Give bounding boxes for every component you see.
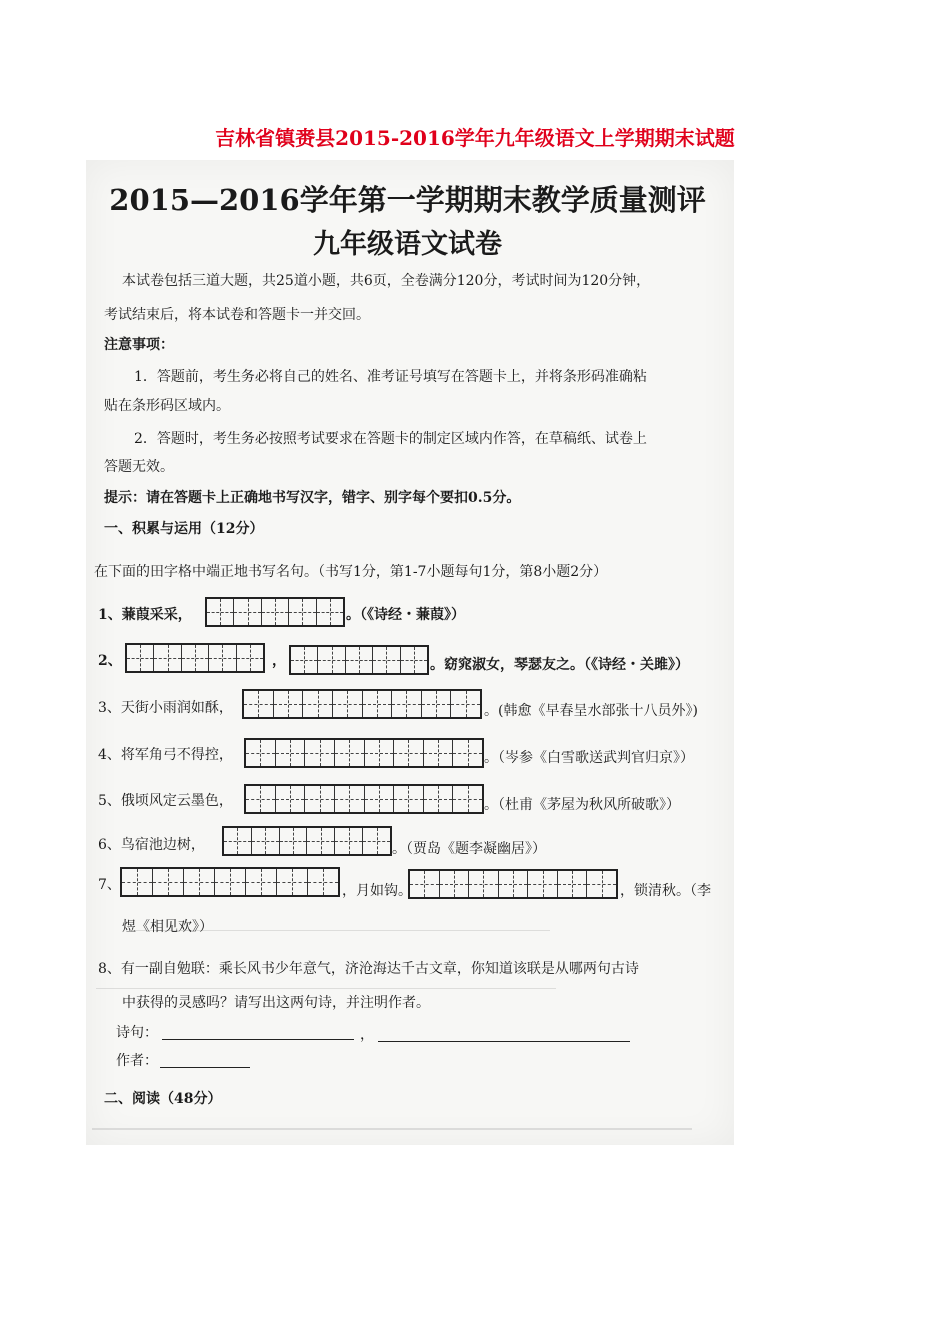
- exam-heading: 2015—2016学年第一学期期末教学质量测评: [109, 183, 706, 217]
- writing-grid[interactable]: [408, 869, 618, 899]
- writing-grid[interactable]: [244, 738, 484, 768]
- writing-grid[interactable]: [125, 643, 265, 673]
- q3-suffix: 。(韩愈《早春呈水部张十八员外》): [484, 703, 698, 719]
- poem-answer-line-2[interactable]: [378, 1041, 630, 1042]
- note-2-line-1: 2．答题时，考生务必按照考试要求在答题卡的制定区域内作答，在草稿纸、试卷上: [134, 431, 647, 447]
- scan-speckle: [92, 1128, 692, 1130]
- q5-prefix: 5、俄顷风定云墨色，: [98, 793, 233, 809]
- q8-line-2: 中获得的灵感吗？请写出这两句诗，并注明作者。: [122, 995, 430, 1011]
- q7-continuation: 煜《相见欢》）: [122, 919, 213, 935]
- section-2-heading: 二、阅读（48分）: [104, 1091, 222, 1107]
- q5-suffix: 。（杜甫《茅屋为秋风所破歌》）: [484, 797, 680, 813]
- note-1-line-2: 贴在条形码区域内。: [104, 398, 230, 414]
- note-1-line-1: 1．答题前，考生务必将自己的姓名、准考证号填写在答题卡上，并将条形码准确粘: [134, 369, 647, 385]
- intro-line-2: 考试结束后，将本试卷和答题卡一并交回。: [104, 307, 370, 323]
- instruction-line: 在下面的田字格中端正地书写名句。（书写1分，第1-7小题每句1分，第8小题2分）: [94, 564, 608, 580]
- note-2-line-2: 答题无效。: [104, 459, 174, 475]
- section-1-heading: 一、积累与运用（12分）: [104, 521, 264, 537]
- q7-mid: ，月如钩。: [342, 883, 412, 899]
- q2-suffix: 。窈窕淑女，琴瑟友之。（《诗经・关雎》）: [430, 657, 689, 673]
- q7-suffix: ，锁清秋。（李: [620, 883, 711, 899]
- writing-grid[interactable]: [244, 784, 484, 814]
- poem-separator: ，: [360, 1027, 374, 1043]
- writing-grid[interactable]: [242, 689, 482, 719]
- q1-prefix: 1、蒹葭采采，: [98, 607, 192, 623]
- writing-grid[interactable]: [205, 597, 345, 627]
- q4-suffix: 。（岑参《白雪歌送武判官归京》）: [484, 750, 694, 766]
- author-answer-line[interactable]: [160, 1067, 250, 1068]
- document-title: 吉林省镇赉县2015-2016学年九年级语文上学期期末试题: [215, 126, 735, 150]
- poem-label: 诗句：: [116, 1025, 158, 1041]
- writing-grid[interactable]: [289, 645, 429, 675]
- scan-speckle: [96, 988, 556, 989]
- q4-prefix: 4、将军角弓不得控，: [98, 747, 233, 763]
- q8-line-1: 8、有一副自勉联：乘长风书少年意气，济沧海达千古文章，你知道该联是从哪两句古诗: [98, 961, 639, 977]
- exam-subheading: 九年级语文试卷: [313, 229, 502, 260]
- q2-prefix: 2、: [98, 653, 122, 669]
- q2-mid: ，: [272, 653, 286, 669]
- poem-answer-line-1[interactable]: [162, 1039, 354, 1040]
- q3-prefix: 3、天街小雨润如酥，: [98, 700, 233, 716]
- intro-line-1: 本试卷包括三道大题，共25道小题，共6页，全卷满分120分，考试时间为120分钟，: [122, 273, 651, 289]
- tip-line: 提示：请在答题卡上正确地书写汉字，错字、别字每个要扣0.5分。: [104, 490, 521, 506]
- q6-suffix: 。（贾岛《题李凝幽居》）: [392, 841, 546, 857]
- q1-suffix: 。（《诗经・蒹葭》）: [346, 607, 465, 623]
- notes-title: 注意事项：: [104, 337, 174, 353]
- q7-prefix: 7、: [98, 877, 121, 893]
- author-label: 作者：: [116, 1053, 158, 1069]
- writing-grid[interactable]: [222, 826, 392, 856]
- q6-prefix: 6、鸟宿池边树，: [98, 837, 205, 853]
- writing-grid[interactable]: [120, 867, 340, 897]
